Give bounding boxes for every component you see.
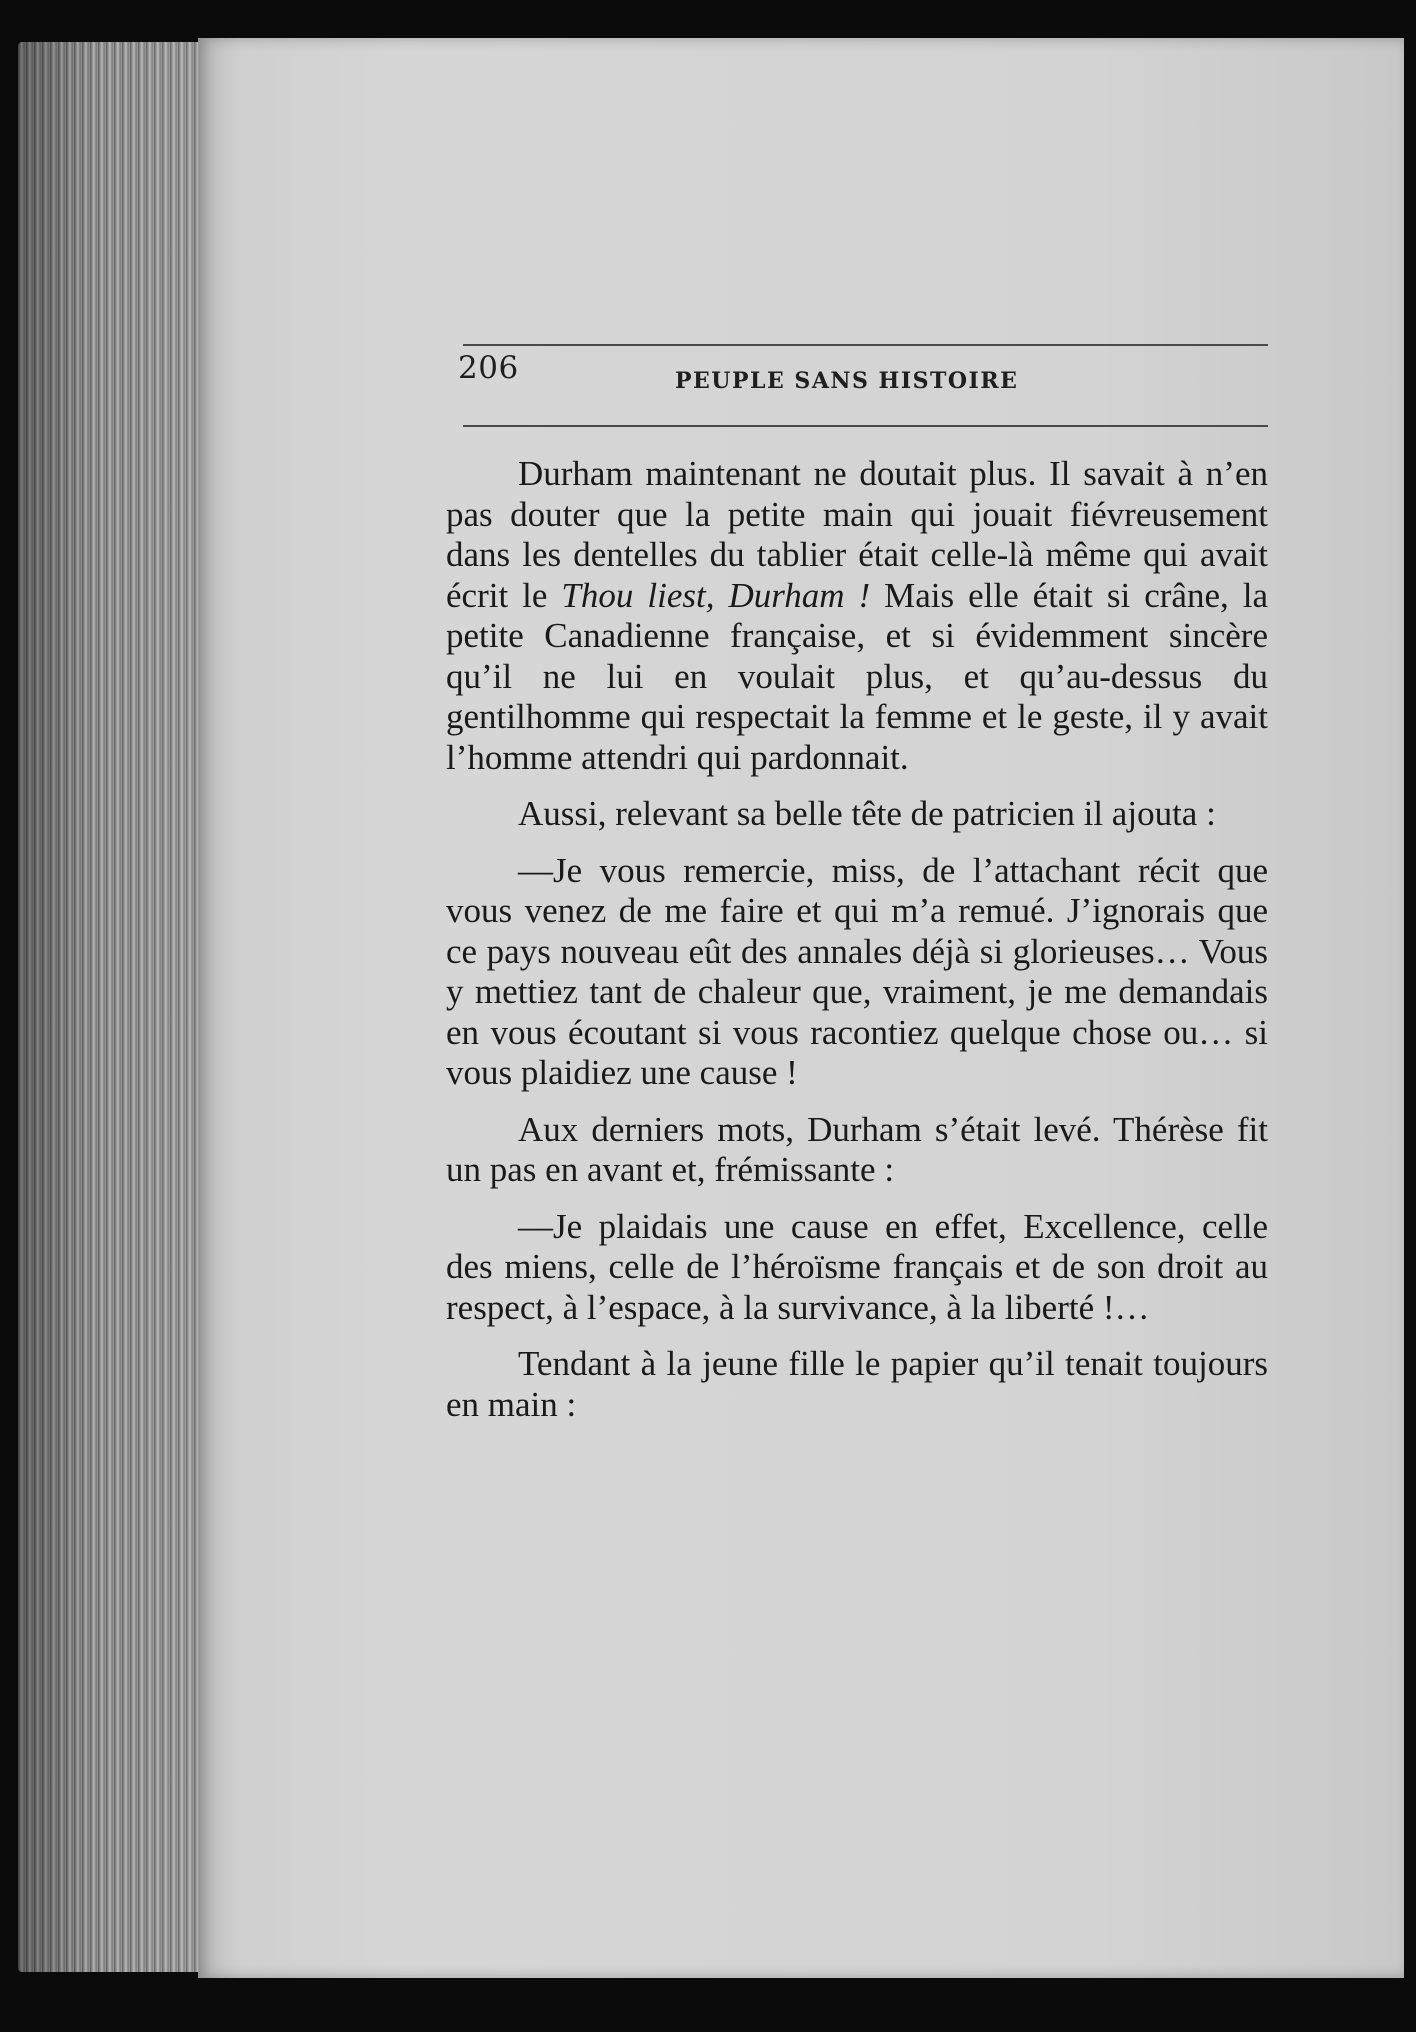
- page-edges: [18, 42, 208, 1972]
- paragraph-text: Durham maintenant ne doutait plus. Il savait à n’en pas douter que la petite main qui jouait fiévreusement dans les dentelles du tablier était celle-là même qui avait écrit le: [446, 454, 1268, 615]
- paragraph-italic: Thou liest, Durham !: [561, 575, 871, 615]
- paragraph: Aussi, relevant sa belle tête de patricien il ajouta :: [518, 794, 1216, 833]
- header-rule-top: [463, 344, 1268, 346]
- running-title: PEUPLE SANS HISTOIRE: [675, 368, 1019, 394]
- header-rule-bottom: [463, 425, 1268, 427]
- paragraph-text: Mais elle était si crâne, la petite Canadienne française, et si évidemment sincère qu’il ne lui en voulait plus, et qu’au-dessus du gentilhomme qui respectait la femme et le geste, il y avait l’homme attendri qui pardonnait.: [446, 575, 1268, 777]
- text-body: [446, 454, 1268, 1441]
- paragraph: Aux derniers mots, Durham s’était levé. Thérèse fit un pas en avant et, frémissante :: [446, 1109, 1268, 1189]
- paragraph: —Je plaidais une cause en effet, Excellence, celle des miens, celle de l’héroïsme français et de son droit au respect, à l’espace, à la survivance, à la liberté !…: [446, 1206, 1268, 1327]
- paragraph: Tendant à la jeune fille le papier qu’il tenait toujours en main :: [446, 1344, 1268, 1424]
- paragraph: —Je vous remercie, miss, de l’attachant récit que vous venez de me faire et qui m’a remué. J’ignorais que ce pays nouveau eût des annales déjà si glorieuses… Vous y mettiez tant de chaleur que, vraiment, je me demandais en vous écoutant si vous racontiez quelque chose ou… si vous plaidiez une cause !: [446, 850, 1268, 1092]
- page-number: 206: [458, 350, 519, 386]
- paragraph: [446, 454, 1268, 778]
- page-header: [458, 350, 1268, 410]
